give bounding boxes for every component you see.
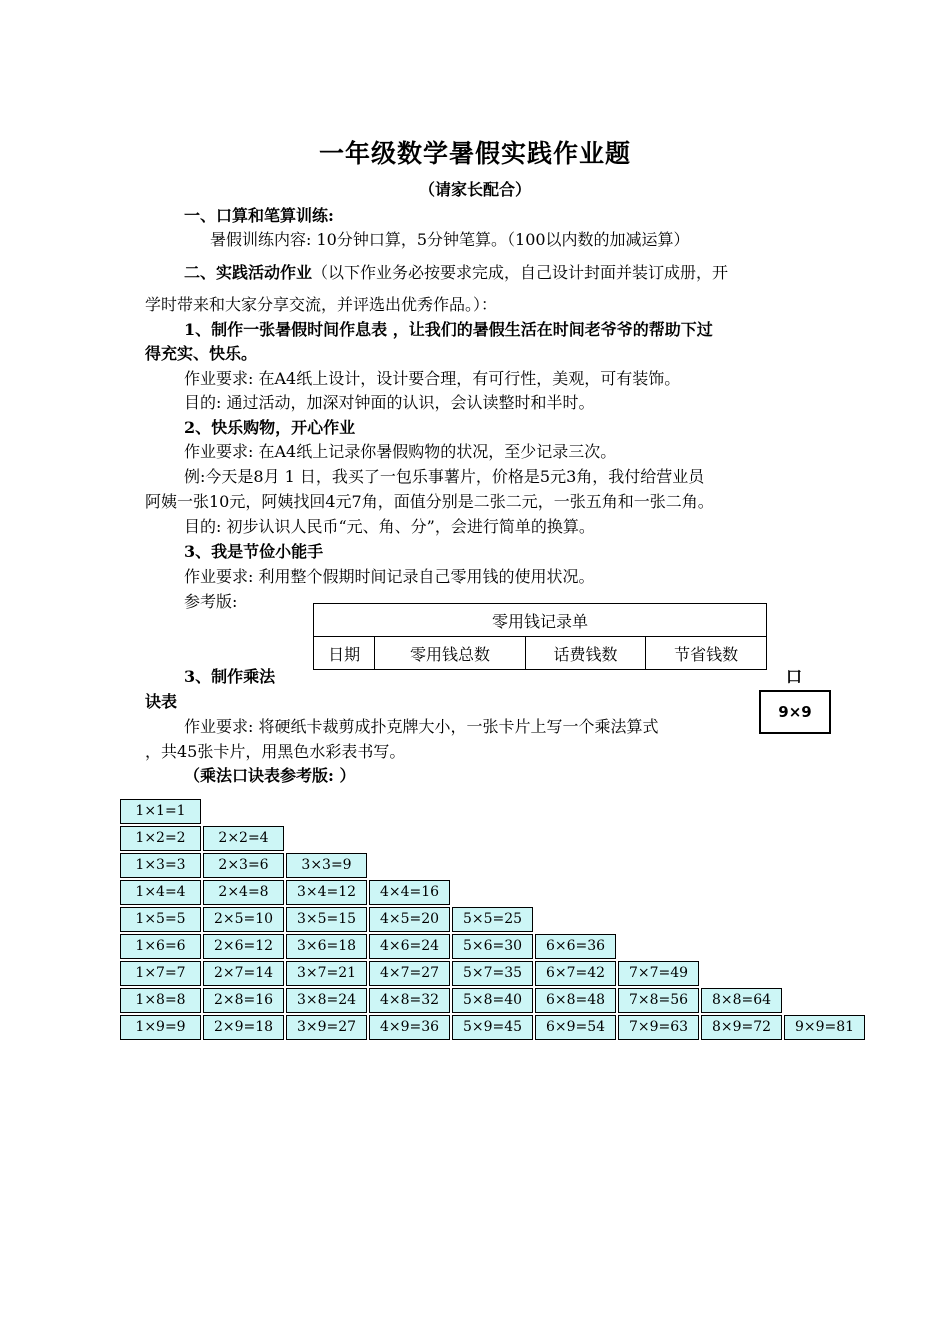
task1-title-line2: 得充实、快乐。 [145, 344, 258, 363]
multiplication-cell: 5×9=45 [452, 1015, 533, 1040]
page-subtitle: （请家长配合） [418, 180, 531, 199]
ledger-header: 话费钱数 [525, 637, 646, 670]
multiplication-cell: 4×5=20 [369, 907, 450, 932]
multiplication-cell: 3×8=24 [286, 988, 367, 1013]
multiplication-cell: 2×5=10 [203, 907, 284, 932]
multiplication-cell: 1×5=5 [120, 907, 201, 932]
ledger-header: 零用钱总数 [375, 637, 525, 670]
ledger-header: 节省钱数 [646, 637, 767, 670]
task3-title: 3、我是节俭小能手 [184, 542, 324, 561]
task3-requirement: 作业要求: 利用整个假期时间记录自己零用钱的使用状况。 [184, 567, 595, 586]
multiplication-cell: 5×7=35 [452, 961, 533, 986]
section2-heading: 二、实践活动作业 [184, 263, 313, 282]
multiplication-cell: 1×7=7 [120, 961, 201, 986]
multiplication-cell: 3×5=15 [286, 907, 367, 932]
multiplication-cell: 3×6=18 [286, 934, 367, 959]
multiplication-cell: 7×7=49 [618, 961, 699, 986]
multiplication-cell: 2×4=8 [203, 880, 284, 905]
multiplication-cell: 2×9=18 [203, 1015, 284, 1040]
multiplication-cell: 7×9=63 [618, 1015, 699, 1040]
multiplication-cell: 1×9=9 [120, 1015, 201, 1040]
multiplication-cell: 4×8=32 [369, 988, 450, 1013]
section1-heading: 一、口算和笔算训练: [184, 206, 334, 225]
multiplication-cell: 6×8=48 [535, 988, 616, 1013]
task4-reference: （乘法口诀表参考版: ） [184, 766, 356, 785]
multiplication-cell: 8×9=72 [701, 1015, 782, 1040]
multiplication-cell: 1×3=3 [120, 853, 201, 878]
task4-title-line2: 诀表 [145, 692, 178, 711]
pocket-money-ledger [313, 603, 767, 670]
multiplication-cell: 4×7=27 [369, 961, 450, 986]
task2-requirement: 作业要求: 在A4纸上记录你暑假购物的状况，至少记录三次。 [184, 442, 617, 461]
multiplication-card-sample: 9×9 [759, 690, 831, 734]
multiplication-cell: 2×7=14 [203, 961, 284, 986]
task4-title-end: 口 [786, 667, 803, 686]
multiplication-cell: 1×4=4 [120, 880, 201, 905]
page-title: 一年级数学暑假实践作业题 [318, 139, 631, 168]
multiplication-cell: 3×7=21 [286, 961, 367, 986]
multiplication-cell: 3×9=27 [286, 1015, 367, 1040]
multiplication-cell: 6×6=36 [535, 934, 616, 959]
multiplication-cell: 2×3=6 [203, 853, 284, 878]
task1-purpose: 目的: 通过活动，加深对钟面的认识，会认读整时和半时。 [184, 393, 595, 412]
task3-reference: 参考版: [184, 592, 238, 611]
multiplication-cell: 7×8=56 [618, 988, 699, 1013]
multiplication-cell: 1×6=6 [120, 934, 201, 959]
multiplication-cell: 1×2=2 [120, 826, 201, 851]
multiplication-cell: 5×8=40 [452, 988, 533, 1013]
task2-example-line1: 例:今天是8月 1 日，我买了一包乐事薯片，价格是5元3角，我付给营业员 [184, 467, 705, 486]
task4-title: 3、制作乘法 [184, 667, 276, 686]
section1-content: 暑假训练内容: 10分钟口算，5分钟笔算。（100以内数的加减运算） [210, 230, 690, 249]
task2-example-line2: 阿姨一张10元，阿姨找回4元7角，面值分别是二张二元，一张五角和一张二角。 [145, 492, 714, 511]
task4-requirement-line1: 作业要求: 将硬纸卡裁剪成扑克牌大小，一张卡片上写一个乘法算式 [184, 717, 659, 736]
multiplication-cell: 3×4=12 [286, 880, 367, 905]
ledger-caption: 零用钱记录单 [314, 604, 767, 637]
multiplication-cell: 5×6=30 [452, 934, 533, 959]
ledger-header: 日期 [314, 637, 375, 670]
task1-title-line1: 1、制作一张暑假时间作息表 ，让我们的暑假生活在时间老爷爷的帮助下过 [184, 320, 713, 339]
multiplication-cell: 4×9=36 [369, 1015, 450, 1040]
task1-requirement: 作业要求: 在A4纸上设计，设计要合理，有可行性，美观，可有装饰。 [184, 369, 681, 388]
multiplication-cell: 9×9=81 [784, 1015, 865, 1040]
multiplication-cell: 5×5=25 [452, 907, 533, 932]
section2-intro-line2: 学时带来和大家分享交流，并评选出优秀作品。）： [145, 295, 498, 314]
multiplication-cell: 6×7=42 [535, 961, 616, 986]
multiplication-cell: 4×6=24 [369, 934, 450, 959]
multiplication-cell: 2×2=4 [203, 826, 284, 851]
multiplication-cell: 1×1=1 [120, 799, 201, 824]
multiplication-cell: 2×8=16 [203, 988, 284, 1013]
task2-purpose: 目的: 初步认识人民币“元、角、分”，会进行简单的换算。 [184, 517, 595, 536]
multiplication-cell: 8×8=64 [701, 988, 782, 1013]
multiplication-cell: 1×8=8 [120, 988, 201, 1013]
section2-intro: （以下作业务必按要求完成，自己设计封面并装订成册，开 [312, 263, 729, 282]
multiplication-cell: 2×6=12 [203, 934, 284, 959]
task4-requirement-line2: ，共45张卡片，用黑色水彩表书写。 [145, 742, 406, 761]
multiplication-cell: 3×3=9 [286, 853, 367, 878]
multiplication-cell: 6×9=54 [535, 1015, 616, 1040]
section2-intro-line1 [184, 260, 728, 283]
multiplication-cell: 4×4=16 [369, 880, 450, 905]
task2-title: 2、快乐购物，开心作业 [184, 418, 356, 437]
